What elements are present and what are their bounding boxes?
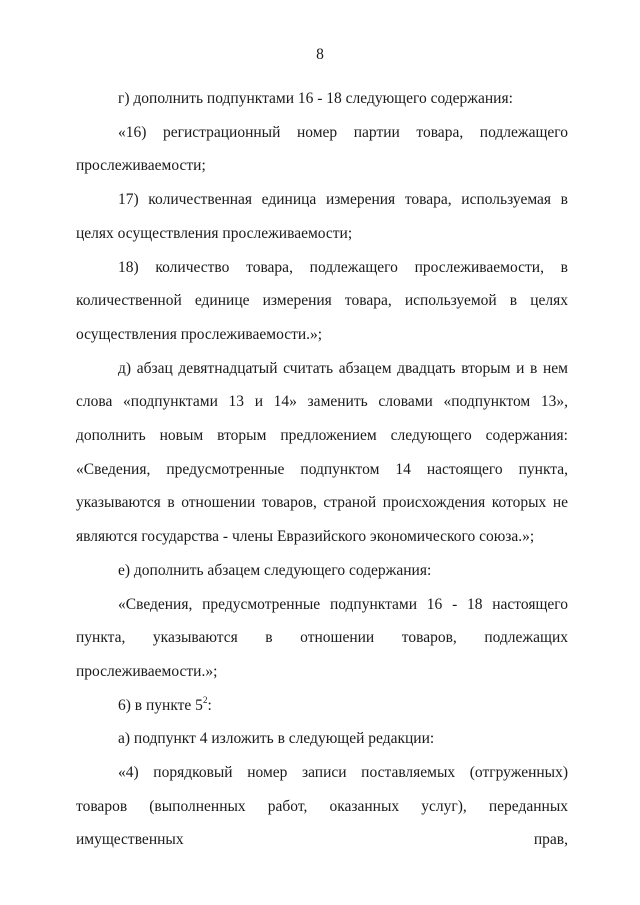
superscript: 2: [202, 694, 208, 705]
paragraph-g: г) дополнить подпунктами 16 - 18 следующего содержания:: [118, 90, 513, 107]
paragraph-16: «16) регистрационный номер партии товара, подлежащего прослеживаемости;: [76, 123, 568, 175]
document-body: [76, 82, 568, 857]
paragraph-17: 17) количественная единица измерения товара, используемая в целях осуществления прослеживаемости;: [76, 191, 568, 242]
paragraph-6-colon: :: [207, 696, 212, 714]
paragraph-d: д) абзац девятнадцатый считать абзацем двадцать вторым и в нем слова «подпунктами 13 и 14» заменить словами «подпунктом 13», дополнить новым вторым предложением следующего содержания: «Сведения, предусмотренные подпунктом 14 настоящего пункта, указываются в отношении товаров, страной происхождения которых не являются государства - члены Евразийского экономического союза.»;: [76, 359, 568, 546]
paragraph-e: е) дополнить абзацем следующего содержания:: [118, 561, 432, 579]
paragraph-a: а) подпункт 4 изложить в следующей редакции:: [118, 730, 435, 748]
paragraph-6-text: 6) в пункте 5: [118, 696, 203, 714]
paragraph-6: [76, 689, 568, 723]
paragraph-e-quote: «Сведения, предусмотренные подпунктами 16 - 18 настоящего пункта, указываются в отношении товаров, подлежащих прослеживаемости.»;: [76, 595, 568, 680]
paragraph-4: «4) порядковый номер записи поставляемых (отгруженных) товаров (выполненных работ, оказанных услуг), переданных имущественных прав,: [76, 764, 568, 849]
paragraph-18: 18) количество товара, подлежащего прослеживаемости, в количественной единице измерения товара, используемой в целях осуществления прослеживаемости.»;: [76, 258, 568, 343]
page-number: 8: [316, 46, 324, 63]
